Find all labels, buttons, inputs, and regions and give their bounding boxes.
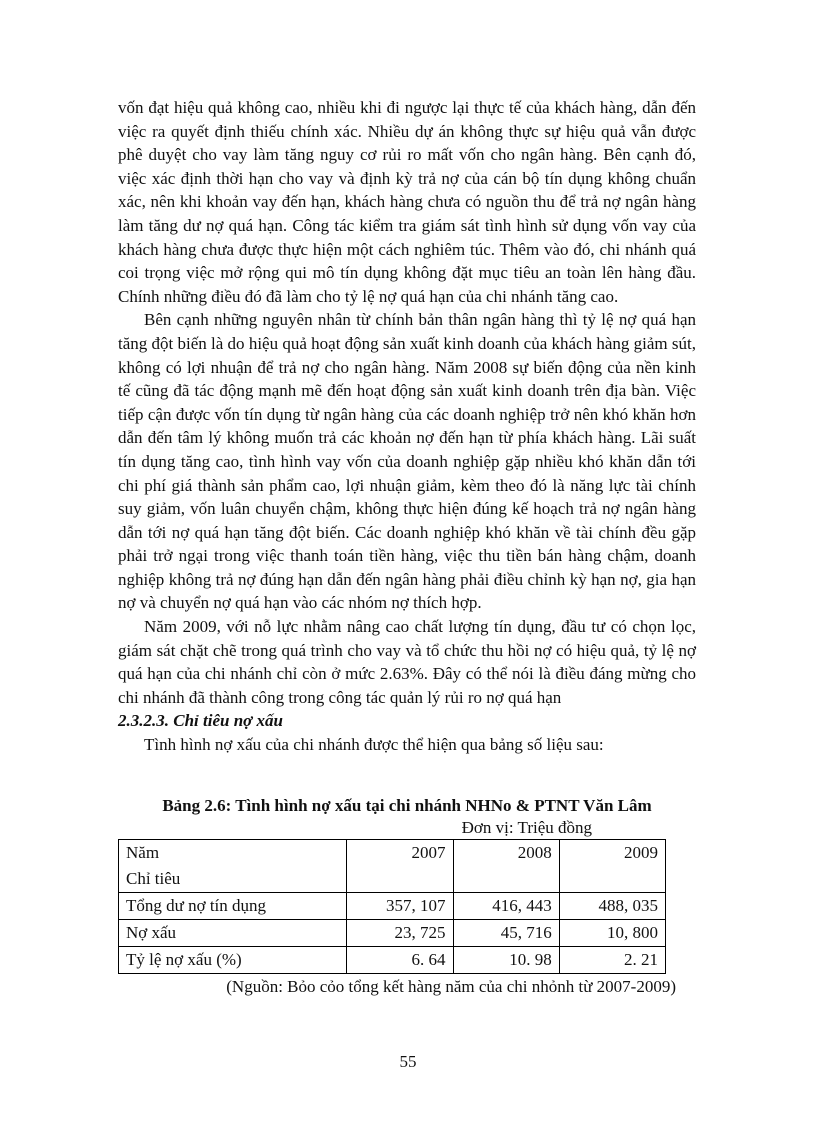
row-label: Nợ xấu — [119, 919, 347, 946]
header-year-2008: 2008 — [453, 839, 559, 866]
paragraph-2: Bên cạnh những nguyên nhân từ chính bản thân ngân hàng thì tỷ lệ nợ quá hạn tăng đột biến là do hiệu quả hoạt động sản xuất kinh doanh của khách hàng giảm sút, không có lợi nhuận để trả nợ cho ngân hàng. Năm 2008 sự biến động của nền kinh tế cũng đã tác động mạnh mẽ đến hoạt động sản xuất kinh doanh trên địa bàn. Việc tiếp cận được vốn tín dụng từ ngân hàng của các doanh nghiệp trở nên khó khăn hơn dẫn đến tâm lý không muốn trả các khoản nợ đến hạn từ phía khách hàng. Lãi suất tín dụng tăng cao, tình hình vay vốn của doanh nghiệp gặp nhiều khó khăn dẫn tới chi phí giá thành sản phẩm cao, lợi nhuận giảm, kèm theo đó là năng lực tài chính suy giảm, vốn luân chuyển chậm, không thực hiện đúng kế hoạch trả nợ ngân hàng dẫn tới nợ quá hạn tăng đột biến. Các doanh nghiệp khó khăn về tài chính đều gặp phải trở ngại trong việc thanh toán tiền hàng, việc thu tiền bán hàng chậm, doanh nghiệp không trả nợ đúng hạn dẫn đến ngân hàng phải điều chỉnh kỳ hạn nợ, gia hạn nợ và chuyển nợ quá hạn vào các nhóm nợ thích hợp. — [118, 310, 696, 613]
header-year-label: Năm — [119, 839, 347, 866]
row-label: Tỷ lệ nợ xấu (%) — [119, 946, 347, 973]
cell-value: 23, 725 — [347, 919, 453, 946]
table-subheader-row — [119, 866, 666, 893]
cell-value: 488, 035 — [559, 892, 665, 919]
table-row — [119, 919, 666, 946]
row-label: Tổng dư nợ tín dụng — [119, 892, 347, 919]
table-unit: Đơn vị: Triệu đồng — [461, 817, 592, 837]
cell-value: 357, 107 — [347, 892, 453, 919]
cell-value: 45, 716 — [453, 919, 559, 946]
table-row — [119, 946, 666, 973]
table-source: (Nguồn: Bỏo cỏo tổng kết hàng năm của chi nhỏnh từ 2007-2009) — [226, 976, 676, 996]
header-year-2007: 2007 — [347, 839, 453, 866]
cell-value: 416, 443 — [453, 892, 559, 919]
cell-value: 6. 64 — [347, 946, 453, 973]
section-heading: 2.3.2.3. Chỉ tiêu nợ xấu — [118, 711, 283, 731]
bad-debt-table — [118, 839, 666, 974]
header-indicator-label: Chỉ tiêu — [119, 866, 347, 893]
cell-value: 10. 98 — [453, 946, 559, 973]
paragraph-1: vốn đạt hiệu quả không cao, nhiều khi đi ngược lại thực tế của khách hàng, dẫn đến việc ra quyết định thiếu chính xác. Nhiều dự án không thực sự hiệu quả vẫn được phê duyệt cho vay làm tăng nguy cơ rủi ro mất vốn cho ngân hàng. Bên cạnh đó, việc xác định thời hạn cho vay và định kỳ trả nợ của cán bộ tín dụng không chuẩn xác, nên khi khoản vay đến hạn, khách hàng chưa có nguồn thu để trả nợ ngân hàng làm tăng dư nợ quá hạn. Công tác kiểm tra giám sát tình hình sử dụng vốn vay của khách hàng chưa được thực hiện một cách nghiêm túc. Thêm vào đó, chi nhánh quá coi trọng việc mở rộng qui mô tín dụng không đặt mục tiêu an toàn lên hàng đầu. Chính những điều đó đã làm cho tỷ lệ nợ quá hạn của chi nhánh tăng cao. — [118, 98, 696, 306]
cell-value: 2. 21 — [559, 946, 665, 973]
table-intro: Tình hình nợ xấu của chi nhánh được thể hiện qua bảng số liệu sau: — [144, 735, 604, 755]
header-year-2009: 2009 — [559, 839, 665, 866]
document-page — [118, 96, 696, 998]
cell-value: 10, 800 — [559, 919, 665, 946]
paragraph-3: Năm 2009, với nỗ lực nhằm nâng cao chất lượng tín dụng, đầu tư có chọn lọc, giám sát chặt chẽ trong quá trình cho vay và tổ chức thu hồi nợ có hiệu quả, tỷ lệ nợ quá hạn của chi nhánh chỉ còn ở mức 2.63%. Đây có thể nói là điều đáng mừng cho chi nhánh đã thành công trong công tác quản lý rủi ro nợ quá hạn — [118, 617, 696, 707]
table-row — [119, 892, 666, 919]
table-caption: Bảng 2.6: Tình hình nợ xấu tại chi nhánh NHNo & PTNT Văn Lâm — [162, 795, 652, 815]
table-header-row — [119, 839, 666, 866]
page-number: 55 — [399, 1052, 417, 1071]
